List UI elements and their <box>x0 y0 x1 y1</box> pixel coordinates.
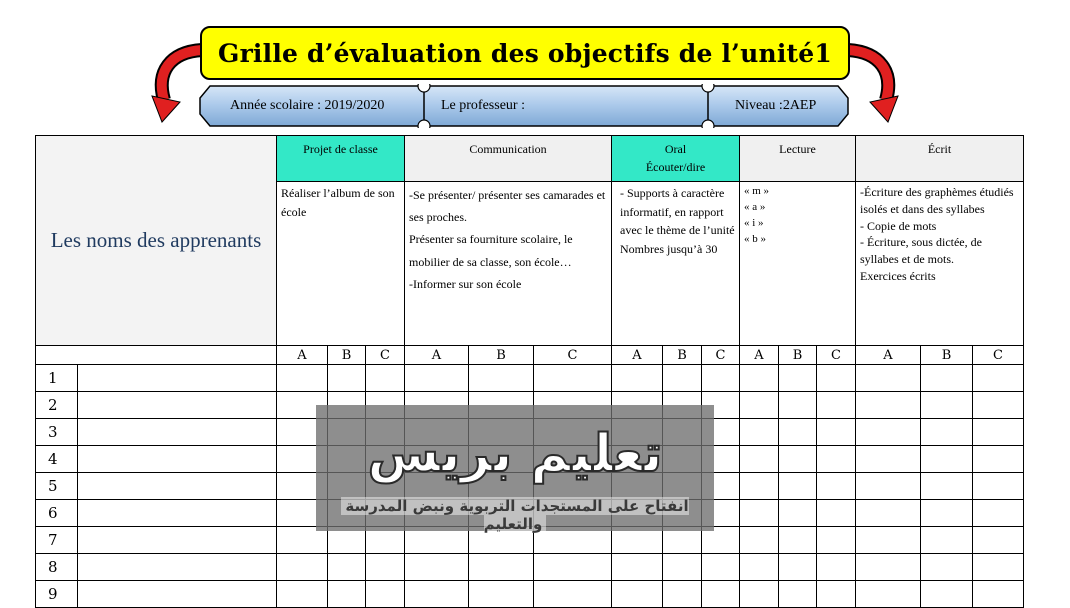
grade-cell[interactable] <box>856 473 921 500</box>
header-projet <box>277 136 405 182</box>
watermark-logo <box>316 409 714 489</box>
header-oral <box>612 136 740 182</box>
grade-letter: C <box>534 346 612 365</box>
grade-cell[interactable] <box>817 419 856 446</box>
student-name-cell[interactable] <box>78 419 277 446</box>
watermark-tagline: انفتاح على المستجدات التربوية ونبض المدرسة والتعليم <box>341 497 688 533</box>
grade-cell[interactable] <box>740 527 779 554</box>
grade-letter: B <box>921 346 973 365</box>
grade-letter: C <box>817 346 856 365</box>
content-oral-text: - Supports à caractère informatif, en rapport avec le thème de l’unité Nombres jusqu’à 30 <box>620 186 735 256</box>
header-ecrit <box>856 136 1024 182</box>
grade-cell[interactable] <box>856 419 921 446</box>
grade-letter: B <box>779 346 817 365</box>
grade-cell[interactable] <box>817 446 856 473</box>
row-number: 3 <box>36 419 78 446</box>
grade-letter: A <box>405 346 469 365</box>
watermark-tagline-wrap <box>316 497 714 533</box>
grade-cell[interactable] <box>973 392 1024 419</box>
student-name-cell[interactable] <box>78 365 277 392</box>
grade-cell[interactable] <box>469 365 534 392</box>
level-label: Niveau :2AEP <box>735 98 817 113</box>
content-communication-text: -Se présenter/ présenter ses camarades et ses proches. Présenter sa fourniture scolaire, le mobilier de sa classe, son école… -Informer sur son école <box>409 188 606 291</box>
grade-cell[interactable] <box>973 446 1024 473</box>
grade-cell[interactable] <box>702 581 740 608</box>
content-oral <box>612 182 740 346</box>
student-row <box>36 365 1024 392</box>
teacher-label: Le professeur : <box>441 98 525 113</box>
grade-cell[interactable] <box>779 554 817 581</box>
grade-cell[interactable] <box>328 365 366 392</box>
grade-cell[interactable] <box>702 365 740 392</box>
student-name-cell[interactable] <box>78 392 277 419</box>
grade-cell[interactable] <box>366 581 405 608</box>
grade-cell[interactable] <box>663 581 702 608</box>
row-number: 9 <box>36 581 78 608</box>
student-name-cell[interactable] <box>78 500 277 527</box>
content-lecture-text: « m » « a » « i » « b » <box>744 185 770 245</box>
grade-cell[interactable] <box>921 500 973 527</box>
header-ecrit-label: Écrit <box>927 142 952 156</box>
row-number: 1 <box>36 365 78 392</box>
content-lecture <box>740 182 856 346</box>
grade-cell[interactable] <box>405 581 469 608</box>
grade-cell[interactable] <box>779 365 817 392</box>
grade-cell[interactable] <box>534 581 612 608</box>
grade-cell[interactable] <box>973 473 1024 500</box>
grade-row-spacer <box>36 346 277 365</box>
content-ecrit-text: -Écriture des graphèmes étudiés isolés et dans des syllabes - Copie de mots - Écriture, sous dictée, de syllabes et de mots. Exercices écrits <box>860 185 1014 283</box>
grade-cell[interactable] <box>817 527 856 554</box>
grade-cell[interactable] <box>779 527 817 554</box>
grade-cell[interactable] <box>277 365 328 392</box>
grade-cell[interactable] <box>779 419 817 446</box>
grade-cell[interactable] <box>921 527 973 554</box>
grade-cell[interactable] <box>612 554 663 581</box>
grade-cell[interactable] <box>366 554 405 581</box>
grade-cell[interactable] <box>779 446 817 473</box>
grade-cell[interactable] <box>469 554 534 581</box>
grade-cell[interactable] <box>779 581 817 608</box>
grade-cell[interactable] <box>856 500 921 527</box>
header-oral-label: Oral <box>664 142 687 156</box>
grade-letter: C <box>973 346 1024 365</box>
grade-cell[interactable] <box>973 581 1024 608</box>
grade-cell[interactable] <box>856 365 921 392</box>
grade-letter: A <box>856 346 921 365</box>
row-number: 8 <box>36 554 78 581</box>
grade-cell[interactable] <box>856 527 921 554</box>
grade-cell[interactable] <box>534 554 612 581</box>
title-banner <box>200 26 850 80</box>
grade-cell[interactable] <box>921 581 973 608</box>
grade-cell[interactable] <box>328 581 366 608</box>
grade-letters-row <box>36 346 1024 365</box>
row-number: 6 <box>36 500 78 527</box>
grade-cell[interactable] <box>740 554 779 581</box>
grade-cell[interactable] <box>921 419 973 446</box>
grade-cell[interactable] <box>740 446 779 473</box>
header-lecture-label: Lecture <box>779 142 816 156</box>
grade-cell[interactable] <box>817 392 856 419</box>
grade-cell[interactable] <box>469 581 534 608</box>
grade-cell[interactable] <box>328 554 366 581</box>
grade-cell[interactable] <box>612 581 663 608</box>
grade-cell[interactable] <box>973 419 1024 446</box>
header-lecture <box>740 136 856 182</box>
grade-cell[interactable] <box>740 419 779 446</box>
grade-cell[interactable] <box>779 392 817 419</box>
student-row <box>36 581 1024 608</box>
grade-cell[interactable] <box>856 581 921 608</box>
header-communication <box>405 136 612 182</box>
grade-cell[interactable] <box>856 446 921 473</box>
grade-letter: B <box>663 346 702 365</box>
grade-cell[interactable] <box>973 527 1024 554</box>
grade-cell[interactable] <box>921 365 973 392</box>
content-projet <box>277 182 405 346</box>
page-title: Grille d’évaluation des objectifs de l’unité1 <box>218 38 832 68</box>
grade-cell[interactable] <box>366 365 405 392</box>
grade-letter: C <box>702 346 740 365</box>
content-projet-text: Réaliser l’album de son école <box>281 186 395 219</box>
content-communication <box>405 182 612 346</box>
grade-cell[interactable] <box>921 392 973 419</box>
grade-cell[interactable] <box>277 554 328 581</box>
grade-cell[interactable] <box>702 554 740 581</box>
row-number: 5 <box>36 473 78 500</box>
grade-cell[interactable] <box>817 365 856 392</box>
grade-cell[interactable] <box>277 581 328 608</box>
grade-cell[interactable] <box>534 365 612 392</box>
grade-cell[interactable] <box>817 473 856 500</box>
info-bar <box>198 84 850 128</box>
grade-cell[interactable] <box>817 581 856 608</box>
grade-cell[interactable] <box>740 581 779 608</box>
grade-cell[interactable] <box>740 365 779 392</box>
grade-cell[interactable] <box>405 554 469 581</box>
grade-cell[interactable] <box>973 554 1024 581</box>
grade-cell[interactable] <box>921 554 973 581</box>
grade-cell[interactable] <box>856 392 921 419</box>
grade-cell[interactable] <box>973 365 1024 392</box>
header-oral-sublabel: Écouter/dire <box>645 160 706 174</box>
grade-cell[interactable] <box>856 554 921 581</box>
grade-letter: A <box>612 346 663 365</box>
grade-letter: B <box>469 346 534 365</box>
grade-cell[interactable] <box>663 365 702 392</box>
row-number: 4 <box>36 446 78 473</box>
grade-letter: B <box>328 346 366 365</box>
header-projet-label: Projet de classe <box>303 142 378 156</box>
grade-cell[interactable] <box>740 392 779 419</box>
student-name-cell[interactable] <box>78 554 277 581</box>
grade-cell[interactable] <box>405 365 469 392</box>
student-row <box>36 554 1024 581</box>
grade-cell[interactable] <box>921 446 973 473</box>
content-ecrit <box>856 182 1024 346</box>
grade-cell[interactable] <box>740 473 779 500</box>
school-year-label: Année scolaire : 2019/2020 <box>230 98 385 113</box>
grade-cell[interactable] <box>817 500 856 527</box>
student-name-cell[interactable] <box>78 446 277 473</box>
watermark <box>316 405 714 531</box>
row-number: 7 <box>36 527 78 554</box>
student-name-cell[interactable] <box>78 527 277 554</box>
grade-letter: C <box>366 346 405 365</box>
header-communication-label: Communication <box>469 142 547 156</box>
row-number: 2 <box>36 392 78 419</box>
names-header-cell <box>36 136 277 346</box>
grade-cell[interactable] <box>740 500 779 527</box>
evaluation-grid <box>35 135 1024 608</box>
grade-cell[interactable] <box>921 473 973 500</box>
grade-letter: A <box>277 346 328 365</box>
grade-cell[interactable] <box>779 500 817 527</box>
names-header: Les noms des apprenants <box>50 227 262 252</box>
grade-letter: A <box>740 346 779 365</box>
student-name-cell[interactable] <box>78 581 277 608</box>
grade-cell[interactable] <box>663 554 702 581</box>
grade-cell[interactable] <box>612 365 663 392</box>
grade-cell[interactable] <box>779 473 817 500</box>
grade-cell[interactable] <box>817 554 856 581</box>
watermark-logo-text: تعليم بريس <box>367 424 663 484</box>
grade-cell[interactable] <box>973 500 1024 527</box>
student-name-cell[interactable] <box>78 473 277 500</box>
